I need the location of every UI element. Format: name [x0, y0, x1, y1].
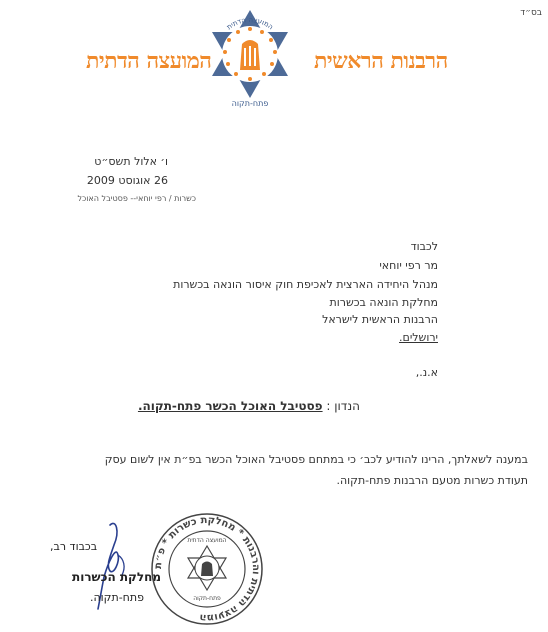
logo-ring-top-text: המועצה הדתית [225, 15, 275, 32]
body-paragraph-line: תעודת כשרות מטעם הרבנות פתח-תקוה. [336, 474, 528, 487]
subject-label: הנדון : [326, 399, 360, 413]
address-city: ירושלים. [399, 331, 438, 344]
reference-line: כשרות / רפי יוחאי-- פסטיבל האוכל [77, 194, 196, 203]
closing-regards: בכבוד רב, [50, 540, 98, 553]
signer-department: מחלקת הכשרות [72, 570, 162, 584]
address-line: לכבוד [410, 240, 438, 253]
logo-city-text: פתח-תקוה [231, 99, 269, 108]
org-name-chief-rabbinate: הרבנות הראשית [314, 48, 448, 74]
stamp-center-top-text: המועצה הדתית [187, 537, 227, 544]
subject-line [138, 399, 360, 413]
address-line: מר רפי יוחאי [379, 259, 438, 272]
address-line: מחלקת הונאה בכשרות [329, 296, 438, 309]
bsd-mark: בס״ד [520, 8, 542, 18]
subject-value: פסטיבל האוכל הכשר פתח-תקוה. [137, 399, 323, 413]
date-hebrew: ו׳ אלול תשס״ט [94, 155, 168, 168]
signer-city: פתח-תקוה. [90, 591, 144, 604]
council-logo [200, 2, 300, 112]
address-line: הרבנות הראשית לישראל [322, 313, 438, 326]
address-line: מנהל היחידה הארצית לאכיפת חוק איסור הונאה בכשרות [173, 278, 438, 291]
stamp-center-bottom-text: פתח-תקוה [193, 595, 221, 602]
stamp-ring-text: המועצה הדתית והרבנות * מחלקת כשרות * פ״ת [152, 514, 262, 624]
official-stamp [150, 512, 264, 626]
date-gregorian: 26 אוגוסט 2009 [86, 174, 168, 187]
org-name-religious-council: המועצה הדתית [86, 48, 212, 74]
body-paragraph-line: במענה לשאלתך, הרינו להודיע לכב׳ כי במתחם פסטיבל האוכל הכשר בפ״ת אין לשום עסק [104, 453, 528, 466]
greeting: א.נ., [415, 366, 438, 379]
